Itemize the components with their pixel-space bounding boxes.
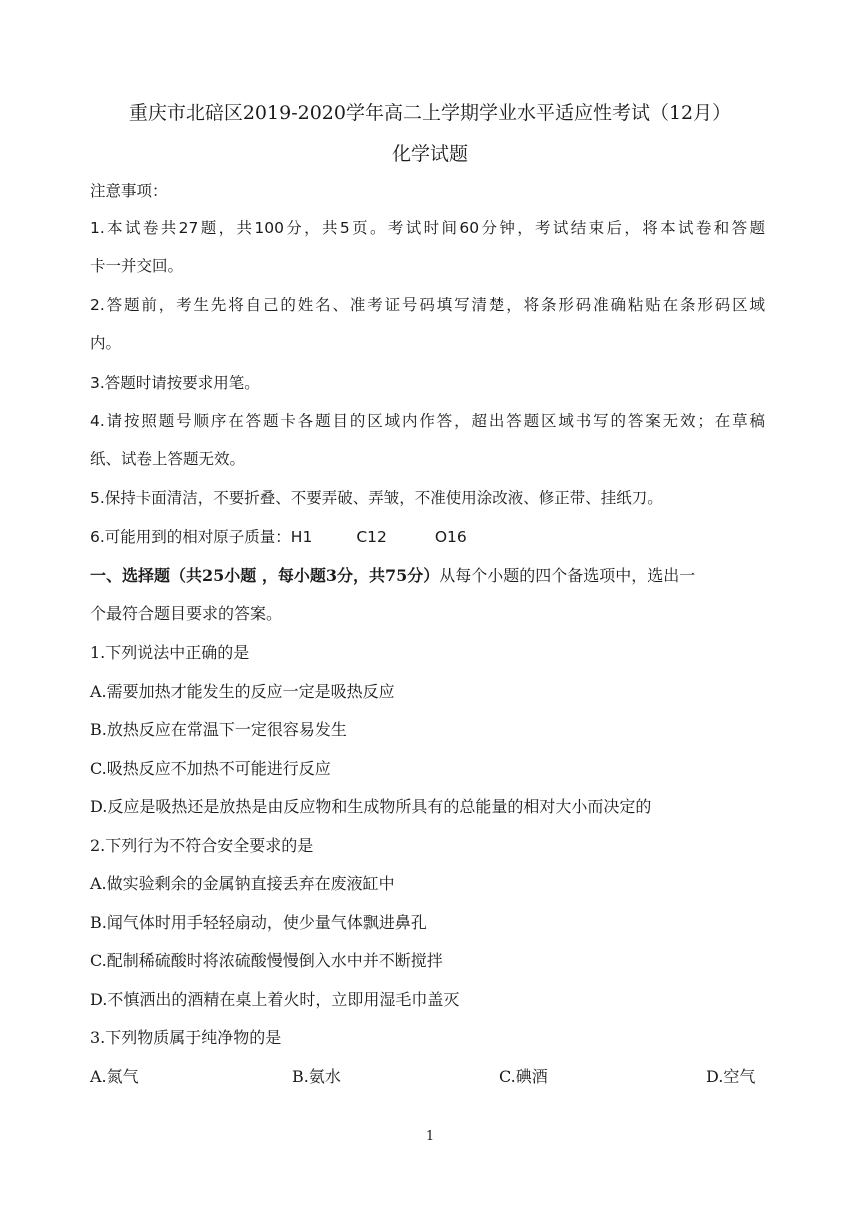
question-2-option-a: A.做实验剩余的金属钠直接丢弃在废液缸中	[90, 874, 395, 893]
notice-item-2: 2.答题前，考生先将自己的姓名、准考证号码填写清楚，将条形码准确粘贴在条形码区域	[90, 296, 765, 314]
question-2-stem: 2.下列行为不符合安全要求的是	[90, 836, 314, 855]
notice-item-4: 4.请按照题号顺序在答题卡各题目的区域内作答，超出答题区域书写的答案无效；在草稿	[90, 412, 765, 430]
notice-item-4-cont: 纸、试卷上答题无效。	[90, 450, 246, 468]
question-3-option-b: B.氨水	[292, 1067, 341, 1086]
atomic-mass-label: 6.可能用到的相对原子质量：H1	[90, 528, 313, 546]
notice-item-5: 5.保持卡面清洁，不要折叠、不要弄破、弄皱，不准使用涂改液、修正带、挂纸刀。	[90, 489, 663, 507]
question-3-option-d: D.空气	[706, 1067, 756, 1086]
question-2-option-b: B.闻气体时用手轻轻扇动，使少量气体飘进鼻孔	[90, 913, 427, 932]
question-1-option-a: A.需要加热才能发生的反应一定是吸热反应	[90, 682, 395, 701]
notice-heading: 注意事项：	[90, 182, 168, 200]
notice-item-2-cont: 内。	[90, 334, 122, 352]
notice-item-1: 1.本试卷共27题，共100分，共5页。考试时间60分钟，考试结束后，将本试卷和答题	[90, 219, 765, 237]
notice-item-3: 3.答题时请按要求用笔。	[90, 374, 260, 392]
section-heading-bold: 一、选择题（共25小题 ，每小题3分，共75分）	[90, 566, 440, 585]
section-heading-cont: 个最符合题目要求的答案。	[90, 604, 283, 623]
question-2-option-c: C.配制稀硫酸时将浓硫酸慢慢倒入水中并不断搅拌	[90, 951, 443, 970]
question-3-stem: 3.下列物质属于纯净物的是	[90, 1028, 282, 1047]
question-3-option-a: A.氮气	[90, 1067, 139, 1086]
section-heading-rest: 从每个小题的四个备选项中，选出一	[439, 566, 696, 585]
exam-title: 重庆市北碚区2019-2020学年高二上学期学业水平适应性考试（12月）	[128, 102, 732, 124]
atomic-mass-o: O16	[434, 528, 467, 546]
exam-subtitle: 化学试题	[391, 143, 468, 165]
question-1-option-b: B.放热反应在常温下一定很容易发生	[90, 720, 347, 739]
question-3-option-c: C.碘酒	[499, 1067, 548, 1086]
question-1-option-d: D.反应是吸热还是放热是由反应物和生成物所具有的总能量的相对大小而决定的	[90, 797, 652, 816]
notice-item-6	[90, 530, 467, 546]
section-heading	[90, 568, 695, 584]
question-2-option-d: D.不慎洒出的酒精在桌上着火时，立即用湿毛巾盖灭	[90, 990, 460, 1009]
notice-item-1-cont: 卡一并交回。	[90, 257, 184, 275]
question-1-stem: 1.下列说法中正确的是	[90, 643, 250, 662]
page-number: 1	[425, 1129, 435, 1144]
question-1-option-c: C.吸热反应不加热不可能进行反应	[90, 759, 331, 778]
atomic-mass-c: C12	[356, 528, 387, 546]
